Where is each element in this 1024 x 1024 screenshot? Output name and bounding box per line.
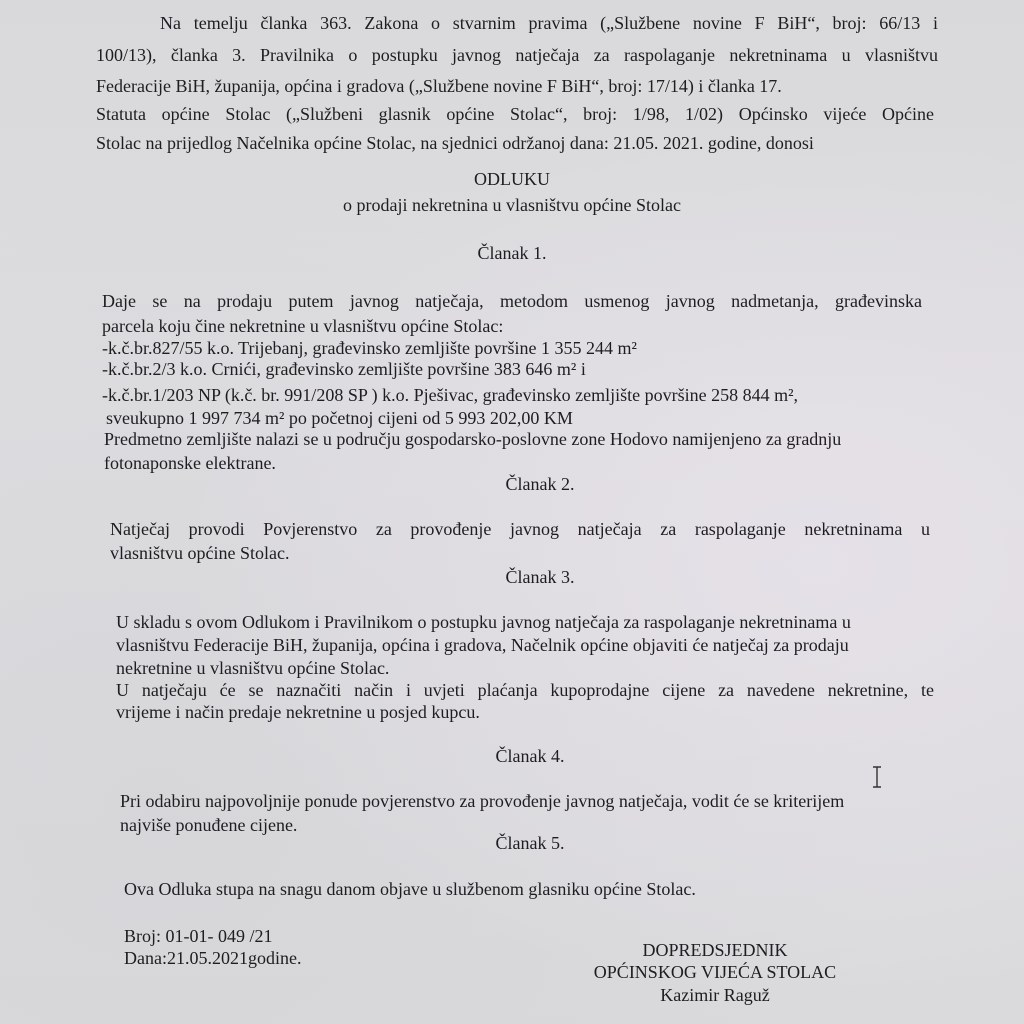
preamble-line-1: Na temelju članka 363. Zakona o stvarnim pravima („Službene novine F BiH“, broj: 66/13 i [160, 13, 938, 33]
article-2-line-2: vlasništvu općine Stolac. [110, 543, 290, 563]
article-4-line-2: najviše ponuđene cijene. [120, 815, 298, 835]
article-5-line-1: Ova Odluka stupa na snagu danom objave u službenom glasniku općine Stolac. [124, 879, 696, 899]
article-5-heading: Članak 5. [495, 833, 565, 853]
article-4-heading: Članak 4. [495, 746, 565, 766]
document-title: ODLUKU [474, 169, 550, 189]
article-3-line-3: nekretnine u vlasništvu općine Stolac. [116, 658, 390, 678]
signature-title: DOPREDSJEDNIK [642, 940, 788, 960]
article-1-line-7: Predmetno zemljište nalazi se u području gospodarsko-poslovne zone Hodovo namijenjeno za gradnju [104, 429, 842, 449]
article-3-line-5: vrijeme i način predaje nekretnine u posjed kupcu. [116, 702, 480, 722]
article-1-line-2: parcela koju čine nekretnine u vlasništvu općine Stolac: [102, 316, 504, 336]
preamble-line-4: Statuta općine Stolac („Službeni glasnik općine Stolac“, broj: 1/98, 1/02) Općinsko vijeće Općine [96, 104, 934, 124]
document-number: Broj: 01-01- 049 /21 [124, 926, 273, 946]
text-cursor-icon [872, 766, 882, 788]
article-1-line-3: -k.č.br.827/55 k.o. Trijebanj, građevinsko zemljište površine 1 355 244 m² [102, 338, 637, 358]
article-3-heading: Članak 3. [505, 567, 575, 587]
article-1-line-6: sveukupno 1 997 734 m² po početnoj cijeni od 5 993 202,00 KM [106, 408, 573, 428]
article-4-line-1: Pri odabiru najpovoljnije ponude povjerenstvo za provođenje javnog natječaja, vodit će se kriterijem [120, 791, 845, 811]
article-1-line-5: -k.č.br.1/203 NP (k.č. br. 991/208 SP ) k.o. Pješivac, građevinsko zemljište površine 258 844 m², [102, 385, 798, 405]
document-date: Dana:21.05.2021godine. [124, 948, 302, 968]
article-3-line-2: vlasništvu Federacije BiH, županija, općina i gradova, Načelnik općine objaviti će natječaj za prodaju [116, 635, 849, 655]
article-2-heading: Članak 2. [505, 474, 575, 494]
article-1-line-8: fotonaponske elektrane. [104, 453, 276, 473]
article-1-line-1: Daje se na prodaju putem javnog natječaja, metodom usmenog javnog nadmetanja, građevinska [102, 291, 922, 311]
article-1-line-4: -k.č.br.2/3 k.o. Crnići, građevinsko zemljište površine 383 646 m² i [102, 359, 586, 379]
article-3-line-1: U skladu s ovom Odlukom i Pravilnikom o postupku javnog natječaja za raspolaganje nekretninama u [116, 612, 851, 632]
article-3-line-4: U natječaju će se naznačiti način i uvjeti plaćanja kupoprodajne cijene za navedene nekretnine, te [116, 680, 934, 700]
article-2-line-1: Natječaj provodi Povjerenstvo za provođenje javnog natječaja za raspolaganje nekretninama u [110, 519, 930, 539]
preamble-line-2: 100/13), članka 3. Pravilnika o postupku javnog natječaja za raspolaganje nekretninama u vlasništvu [96, 45, 938, 65]
preamble-line-5: Stolac na prijedlog Načelnika općine Stolac, na sjednici održanoj dana: 21.05. 2021. godine, donosi [96, 133, 814, 153]
signature-council: OPĆINSKOG VIJEĆA STOLAC [593, 962, 837, 982]
preamble-line-3: Federacije BiH, županija, općina i gradova („Službene novine F BiH“, broj: 17/14) i članka 17. [96, 76, 782, 96]
document-subtitle: o prodaji nekretnina u vlasništvu općine Stolac [343, 195, 681, 215]
signature-name: Kazimir Raguž [660, 985, 770, 1005]
article-1-heading: Članak 1. [477, 243, 547, 263]
